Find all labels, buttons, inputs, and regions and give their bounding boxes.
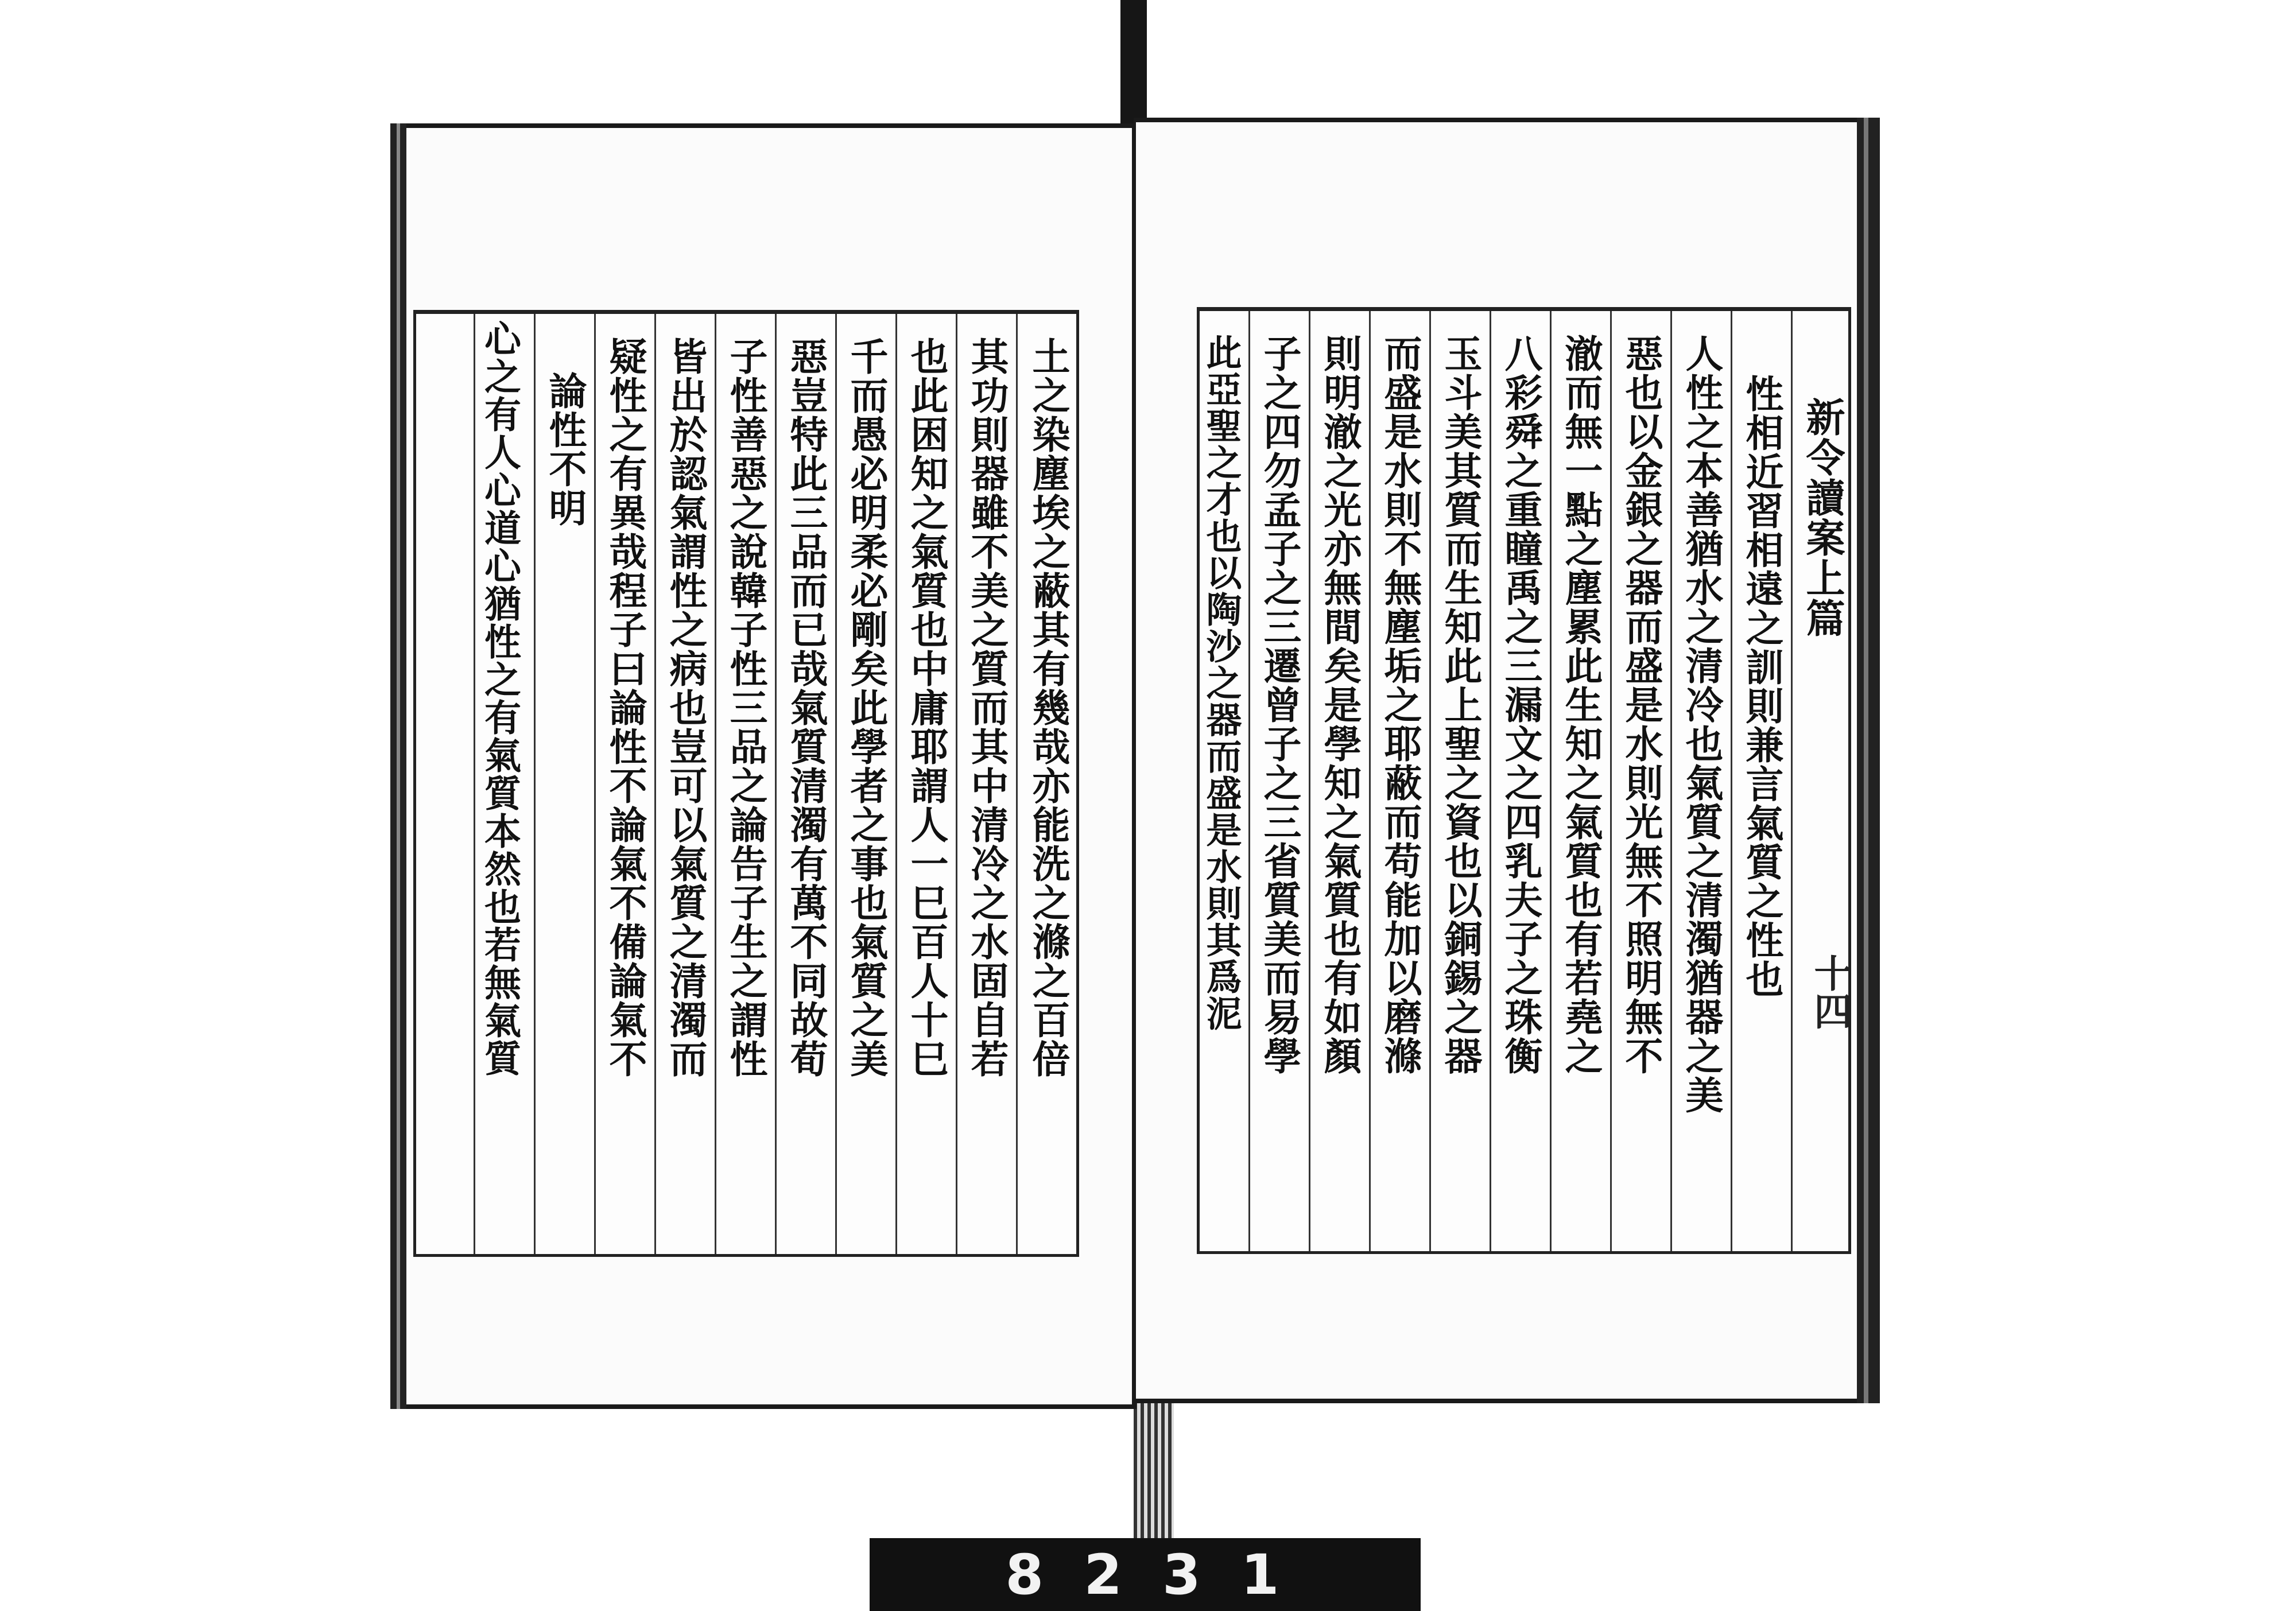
text-column <box>1248 311 1309 1251</box>
column-text: 性相近習相遠之訓則兼言氣質之性也 <box>1739 374 1784 999</box>
text-column <box>654 314 715 1254</box>
column-text: 其功則器雖不美之質而其中清冷之水固自若 <box>964 337 1009 1078</box>
text-column <box>1490 311 1550 1251</box>
column-text: 心之有人心道心猶性之有氣質本然也若無氣質 <box>478 320 521 1077</box>
binding-strip-bottom <box>1134 1400 1174 1561</box>
text-column <box>1670 311 1731 1251</box>
column-text: 子之四勿孟子之三遷曾子之三省質美而易學 <box>1257 334 1302 1076</box>
right-text-frame <box>1197 307 1851 1254</box>
text-column <box>715 314 775 1254</box>
column-text: 也此困知之氣質也中庸耶謂人一巳百人十巳 <box>904 337 949 1078</box>
text-column <box>1369 311 1429 1251</box>
column-text: 論性不明 <box>542 371 587 527</box>
call-number-digit: 3 <box>1162 1542 1207 1607</box>
left-text-frame <box>413 310 1079 1257</box>
text-column <box>775 314 835 1254</box>
column-text: 皆出於認氣謂性之病也豈可以氣質之清濁而 <box>663 337 708 1078</box>
column-text: 則明澈之光亦無間矣是學知之氣質也有如顏 <box>1317 334 1362 1076</box>
text-column <box>1610 311 1670 1251</box>
text-column <box>1200 311 1248 1251</box>
column-text: 人性之本善猶水之清冷也氣質之清濁猶器之美 <box>1679 334 1724 1115</box>
call-number-digit: 1 <box>1240 1542 1285 1607</box>
text-column-margin <box>416 314 474 1254</box>
column-text: 玉斗美其質而生知此上聖之資也以銅錫之器 <box>1438 334 1483 1076</box>
column-text: 澈而無一點之塵累此生知之氣質也有若堯之 <box>1558 334 1603 1076</box>
text-column <box>534 314 594 1254</box>
column-text: 疑性之有異哉程子曰論性不論氣不備論氣不 <box>603 337 647 1078</box>
column-text: 惡也以金銀之器而盛是水則光無不照明無不 <box>1619 334 1663 1076</box>
text-column <box>1550 311 1610 1251</box>
right-page-edge <box>1857 118 1880 1403</box>
text-column-margin <box>1791 311 1851 1251</box>
call-number-label <box>870 1538 1421 1611</box>
text-column <box>956 314 1016 1254</box>
text-column <box>1731 311 1791 1251</box>
column-text: 子性善惡之說韓子性三品之論告子生之謂性 <box>723 337 768 1078</box>
binding-strip-top <box>1120 0 1147 132</box>
call-number-digit: 2 <box>1084 1542 1128 1607</box>
right-folio: 十四 <box>1808 954 1852 1030</box>
call-number-digit: 8 <box>1005 1542 1050 1607</box>
column-text: 惡豈特此三品而已哉氣質清濁有萬不同故荀 <box>784 337 828 1078</box>
right-margin-title: 新令讀案上篇 <box>1799 397 1845 638</box>
text-column <box>1429 311 1490 1251</box>
text-column <box>594 314 654 1254</box>
text-column <box>1016 314 1079 1254</box>
column-text: 此亞聖之才也以陶沙之器而盛是水則其爲泥 <box>1200 334 1242 1032</box>
left-page-edge <box>390 123 406 1409</box>
column-text: 土之染塵埃之蔽其有幾哉亦能洗之滌之百倍 <box>1026 337 1071 1078</box>
text-column <box>1309 311 1369 1251</box>
text-column <box>895 314 956 1254</box>
column-text: 八彩舜之重瞳禹之三漏文之四乳夫子之珠衡 <box>1498 334 1543 1076</box>
text-column <box>474 314 534 1254</box>
column-text: 而盛是水則不無塵垢之耶蔽而苟能加以磨滌 <box>1378 334 1422 1076</box>
text-column <box>835 314 895 1254</box>
column-text: 千而愚必明柔必剛矣此學者之事也氣質之美 <box>844 337 889 1078</box>
